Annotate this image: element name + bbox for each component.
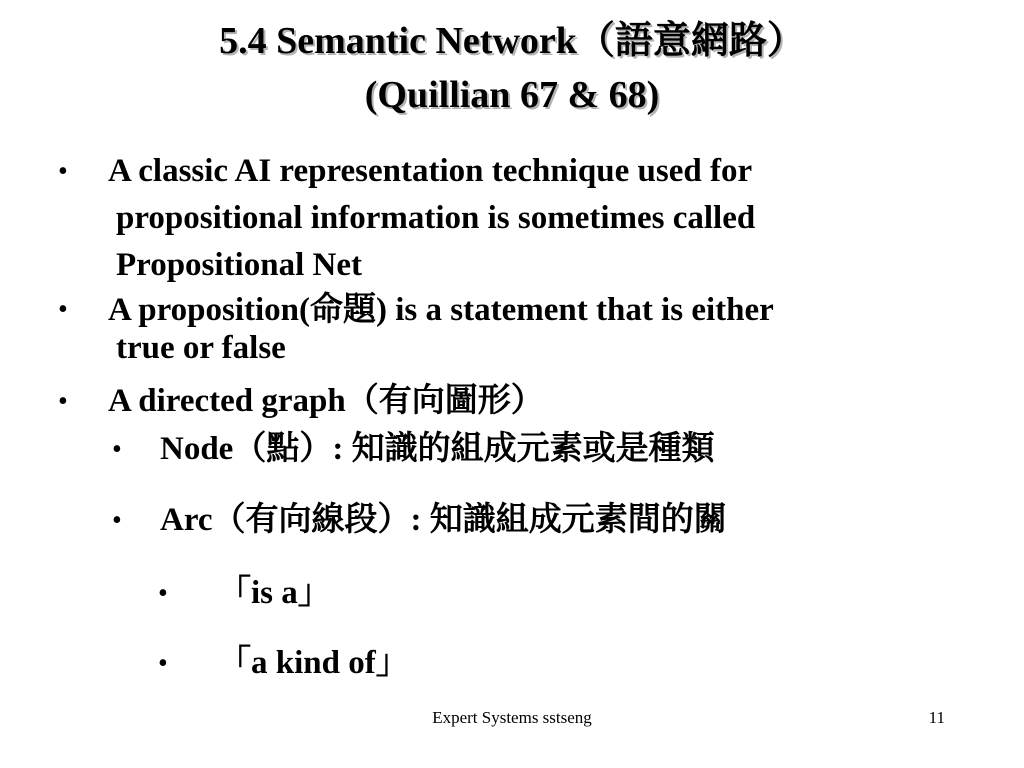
slide-title-line-1: 5.4 Semantic Network（語意網路） (219, 20, 805, 62)
bullet-icon: • (158, 578, 168, 609)
bullet-item-directed-graph (58, 378, 544, 425)
bullet-icon: • (158, 648, 168, 679)
bullet-text-line: Propositional Net (116, 247, 362, 283)
bullet-text-line: A classic AI representation technique used for (108, 153, 753, 189)
bullet-item-classic-ai (58, 148, 756, 289)
sub-sub-bullet-is-a (158, 570, 331, 617)
page-number: 11 (928, 708, 945, 727)
bullet-icon: • (112, 505, 122, 536)
bullet-icon: • (58, 156, 68, 187)
bullet-text-line: true or false (116, 330, 286, 366)
bullet-icon: • (58, 386, 68, 417)
bullet-text-line: Node（點）: 知識的組成元素或是種類 (160, 431, 715, 467)
sub-bullet-node (112, 426, 715, 473)
bullet-icon: • (112, 434, 122, 465)
bullet-text-line: 「is a」 (218, 575, 331, 611)
bullet-text-line: Arc（有向線段）: 知識組成元素間的關 (160, 502, 727, 538)
sub-bullet-arc (112, 497, 727, 544)
slide-title-line-2: (Quillian 67 & 68) (364, 74, 660, 116)
bullet-text-line: propositional information is sometimes called (116, 200, 756, 236)
bullet-text-line: 「a kind of」 (218, 645, 409, 681)
sub-sub-bullet-a-kind-of (158, 640, 409, 687)
bullet-icon: • (58, 294, 68, 325)
bullet-item-proposition (58, 291, 774, 367)
bullet-text-line: A proposition(命題) is a statement that is either (108, 292, 774, 328)
footer-text: Expert Systems sstseng (432, 708, 592, 727)
bullet-text-line: A directed graph（有向圖形） (108, 383, 544, 419)
